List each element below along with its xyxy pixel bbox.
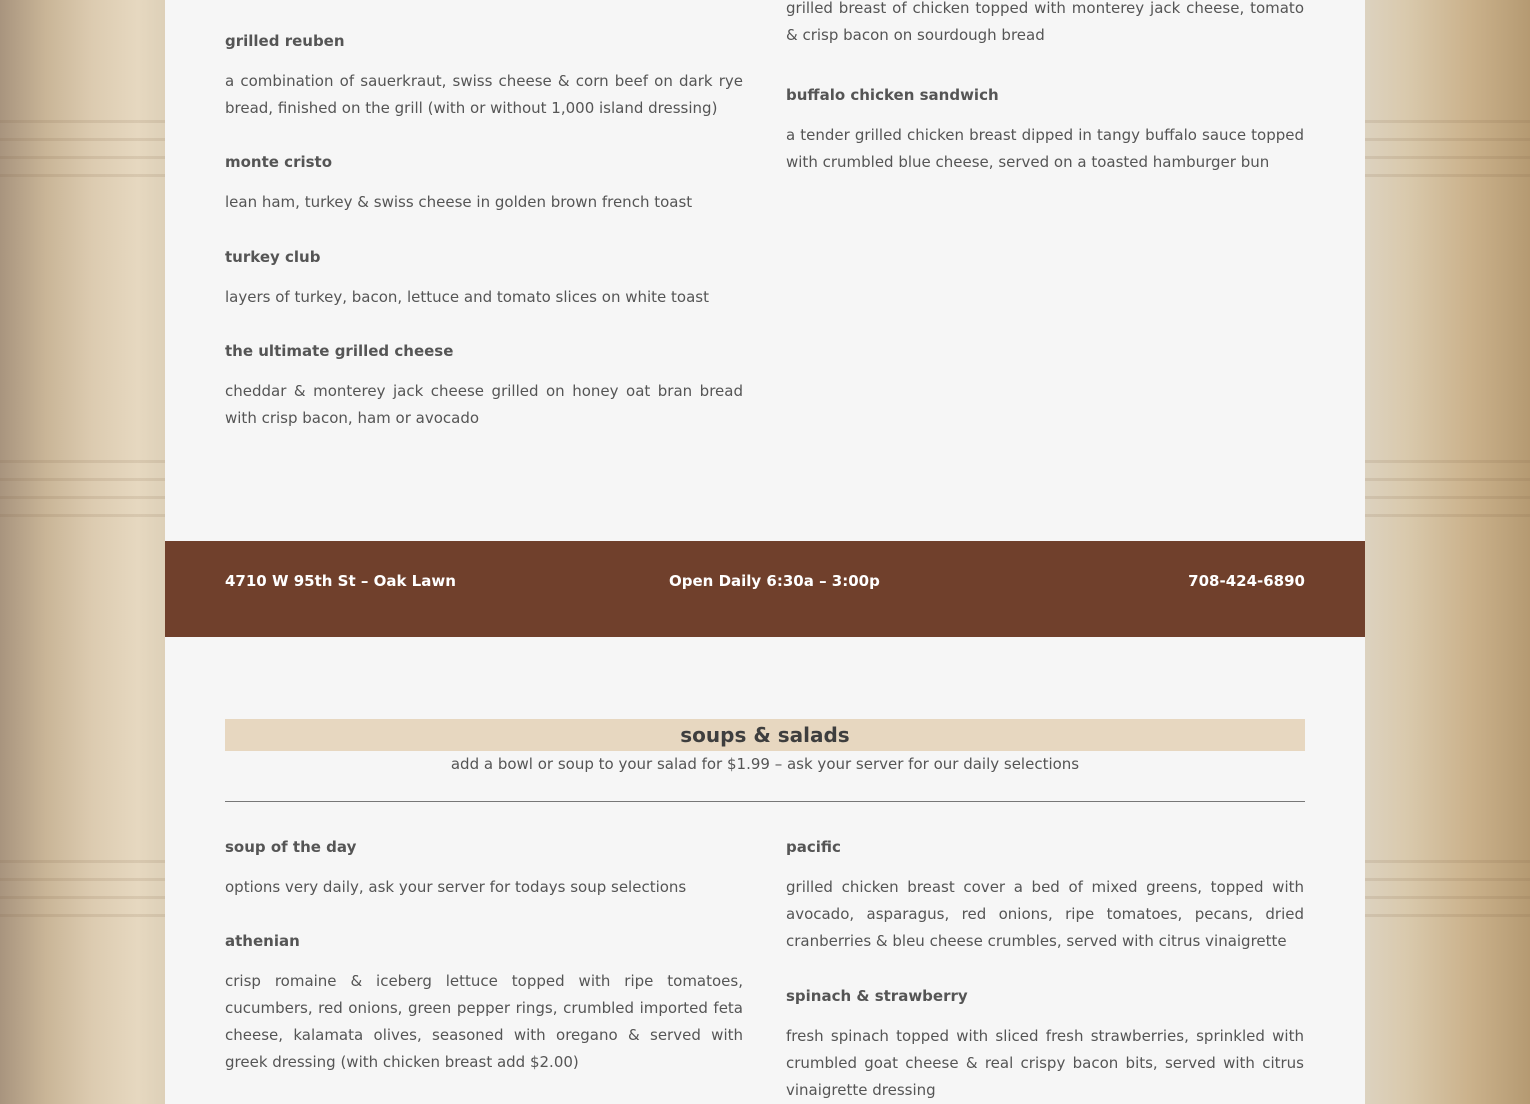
menu-item-description: a tender grilled chicken breast dipped in tangy buffalo sauce topped with crumbled blue cheese, served on a toasted hamburger bun [786, 126, 1304, 171]
menu-item-name: buffalo chicken sandwich [786, 86, 999, 104]
menu-item-name: grilled reuben [225, 32, 345, 50]
menu-item [225, 152, 743, 216]
hours-text: Open Daily 6:30a – 3:00p [669, 572, 880, 590]
menu-item-description: cheddar & monterey jack cheese grilled on honey oat bran bread with crisp bacon, ham or avocado [225, 382, 743, 427]
menu-item-description: crisp romaine & iceberg lettuce topped with ripe tomatoes, cucumbers, red onions, green pepper rings, crumbled imported feta cheese, kalamata olives, seasoned with oregano & served with greek dressing (with chicken breast add $2.00) [225, 972, 743, 1071]
menu-item-name: turkey club [225, 248, 321, 266]
menu-item [786, 986, 1304, 1104]
menu-item-description: a combination of sauerkraut, swiss cheese & corn beef on dark rye bread, finished on the grill (with or without 1,000 island dressing) [225, 72, 743, 117]
menu-item [225, 31, 743, 122]
menu-item [225, 931, 743, 1076]
menu-item-description: lean ham, turkey & swiss cheese in golden brown french toast [225, 193, 693, 211]
menu-item [225, 341, 743, 432]
menu-item-name: spinach & strawberry [786, 987, 968, 1005]
menu-item [786, 85, 1304, 176]
menu-item [225, 837, 743, 901]
section-title: soups & salads [225, 719, 1305, 751]
section-divider [225, 801, 1305, 802]
menu-item-description: options very daily, ask your server for todays soup selections [225, 878, 687, 896]
menu-item-description: grilled breast of chicken topped with monterey jack cheese, tomato & crisp bacon on sourdough bread [786, 0, 1304, 44]
menu-item-description: grilled chicken breast cover a bed of mixed greens, topped with avocado, asparagus, red onions, ripe tomatoes, pecans, dried cranberries & bleu cheese crumbles, served with citrus vinaigrette [786, 878, 1304, 950]
menu-item-description: layers of turkey, bacon, lettuce and tomato slices on white toast [225, 288, 709, 306]
info-bar [165, 541, 1365, 637]
menu-item-name: pacific [786, 838, 841, 856]
menu-item-name: the ultimate grilled cheese [225, 342, 454, 360]
section-subtitle: add a bowl or soup to your salad for $1.99 – ask your server for our daily selections [450, 755, 1080, 773]
menu-item-name: monte cristo [225, 153, 333, 171]
menu-item [786, 837, 1304, 955]
menu-item-description: fresh spinach topped with sliced fresh strawberries, sprinkled with crumbled goat cheese & real crispy bacon bits, served with citrus vinaigrette dressing [786, 1027, 1304, 1099]
menu-item-name: athenian [225, 932, 300, 950]
menu-item [225, 247, 743, 311]
menu-item-name: soup of the day [225, 838, 357, 856]
menu-item [786, 0, 1304, 49]
phone-link[interactable]: 708-424-6890 [1188, 572, 1305, 590]
address-text: 4710 W 95th St – Oak Lawn [225, 572, 456, 590]
